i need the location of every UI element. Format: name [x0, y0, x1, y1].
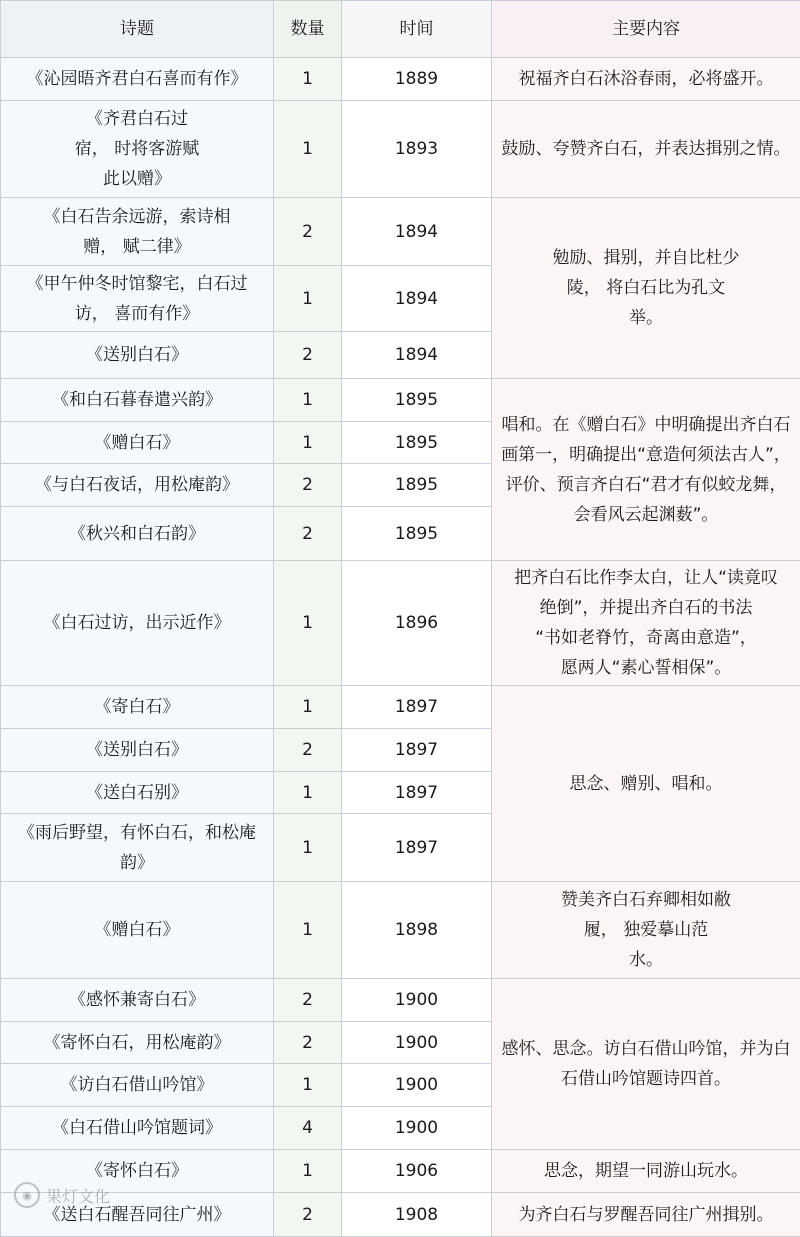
poem-title-line: 访， 喜而有作》 [7, 299, 267, 329]
poem-title-cell [1, 101, 274, 198]
content-summary-line: 祝福齐白石沐浴春雨，必将盛开。 [498, 64, 794, 94]
poem-year-cell: 1894 [342, 332, 492, 379]
poem-year-cell: 1900 [342, 979, 492, 1022]
watermark-text: 果灯文化 [46, 1184, 110, 1207]
poem-title-cell [1, 979, 274, 1022]
poem-title-cell [1, 422, 274, 464]
poem-year-cell: 1894 [342, 266, 492, 332]
poem-count-cell: 2 [274, 1193, 342, 1237]
content-summary-line: 画第一，明确提出“意造何须法古人”， [498, 440, 794, 470]
poem-count-cell: 1 [274, 422, 342, 464]
poem-title-line: 《寄白石》 [7, 692, 267, 722]
poem-title-line: 此以赠》 [7, 164, 267, 194]
content-summary-cell [492, 561, 800, 686]
content-summary-cell [492, 979, 800, 1150]
poem-count-cell: 2 [274, 1022, 342, 1064]
content-summary-line: 勉励、揖别，并自比杜少 [498, 243, 794, 273]
poem-title-cell [1, 814, 274, 882]
content-summary-line: 陵， 将白石比为孔文 [498, 273, 794, 303]
poem-title-cell [1, 772, 274, 814]
content-summary-line: 思念、赠别、唱和。 [498, 769, 794, 799]
header-count: 数量 [274, 1, 342, 58]
table-row [1, 1150, 800, 1193]
poem-title-line: 《甲午仲冬时馆黎宅，白石过 [7, 269, 267, 299]
poem-count-cell: 1 [274, 1150, 342, 1193]
table-row [1, 58, 800, 101]
poem-title-line: 赠， 赋二律》 [7, 232, 267, 262]
poem-count-cell: 1 [274, 379, 342, 422]
table-row [1, 101, 800, 198]
poem-title-line: 《赠白石》 [7, 428, 267, 458]
content-summary-cell [492, 198, 800, 379]
content-summary-line: 石借山吟馆题诗四首。 [498, 1064, 794, 1094]
content-summary-line: 感怀、思念。访白石借山吟馆，并为白 [498, 1034, 794, 1064]
content-summary-line: 唱和。在《赠白石》中明确提出齐白石 [498, 410, 794, 440]
poem-year-cell: 1897 [342, 729, 492, 772]
poem-count-cell: 1 [274, 814, 342, 882]
poem-count-cell: 2 [274, 464, 342, 507]
poem-year-cell: 1897 [342, 686, 492, 729]
poem-title-cell [1, 266, 274, 332]
poem-year-cell: 1897 [342, 772, 492, 814]
watermark-logo-icon: ◉ [14, 1182, 40, 1208]
poem-title-line: 《送白石醒吾同往广州》 [7, 1200, 267, 1230]
table-row [1, 1193, 800, 1237]
content-summary-line: 鼓励、夸赞齐白石，并表达揖别之情。 [498, 134, 794, 164]
poem-title-cell [1, 1022, 274, 1064]
poem-count-cell: 1 [274, 772, 342, 814]
poem-title-line: 《送别白石》 [7, 340, 267, 370]
table-row [1, 979, 800, 1022]
content-summary-cell [492, 101, 800, 198]
poem-title-line: 《感怀兼寄白石》 [7, 985, 267, 1015]
poem-title-cell [1, 882, 274, 979]
header-time: 时间 [342, 1, 492, 58]
poem-title-cell [1, 561, 274, 686]
poem-title-line: 《白石借山吟馆题词》 [7, 1113, 267, 1143]
poem-year-cell: 1898 [342, 882, 492, 979]
poem-title-cell [1, 686, 274, 729]
poem-title-cell [1, 1107, 274, 1150]
content-summary-cell [492, 686, 800, 882]
content-summary-line: 绝倒”，并提出齐白石的书法 [498, 593, 794, 623]
poem-count-cell: 2 [274, 198, 342, 266]
poem-count-cell: 4 [274, 1107, 342, 1150]
poem-year-cell: 1895 [342, 379, 492, 422]
poem-count-cell: 1 [274, 1064, 342, 1107]
poem-count-cell: 1 [274, 686, 342, 729]
poem-title-line: 《寄怀白石，用松庵韵》 [7, 1028, 267, 1058]
poem-title-line: 《与白石夜话，用松庵韵》 [7, 470, 267, 500]
poem-count-cell: 1 [274, 58, 342, 101]
poem-title-cell [1, 729, 274, 772]
poem-title-line: 宿， 时将客游赋 [7, 134, 267, 164]
poem-title-line: 韵》 [7, 848, 267, 878]
poem-title-line: 《访白石借山吟馆》 [7, 1070, 267, 1100]
poem-count-cell: 2 [274, 979, 342, 1022]
poem-year-cell: 1906 [342, 1150, 492, 1193]
poem-count-cell: 1 [274, 561, 342, 686]
poem-title-cell [1, 379, 274, 422]
header-row [1, 1, 800, 58]
content-summary-cell [492, 58, 800, 101]
poem-year-cell: 1900 [342, 1064, 492, 1107]
poem-year-cell: 1896 [342, 561, 492, 686]
poem-title-cell [1, 1193, 274, 1237]
content-summary-cell [492, 1193, 800, 1237]
table-row [1, 561, 800, 686]
header-title: 诗题 [1, 1, 274, 58]
poem-title-line: 《送白石别》 [7, 778, 267, 808]
poem-title-cell [1, 507, 274, 561]
poem-year-cell: 1889 [342, 58, 492, 101]
content-summary-line: 赞美齐白石弃卿相如敝 [498, 885, 794, 915]
poem-title-line: 《白石过访，出示近作》 [7, 608, 267, 638]
content-summary-line: 水。 [498, 945, 794, 975]
poem-title-line: 《和白石暮春遣兴韵》 [7, 385, 267, 415]
poem-year-cell: 1894 [342, 198, 492, 266]
content-summary-line: 为齐白石与罗醒吾同往广州揖别。 [498, 1200, 794, 1230]
poem-title-line: 《寄怀白石》 [7, 1156, 267, 1186]
poem-title-cell [1, 58, 274, 101]
poem-title-cell [1, 1150, 274, 1193]
poem-count-cell: 2 [274, 729, 342, 772]
poem-title-line: 《沁园晤齐君白石喜而有作》 [7, 64, 267, 94]
poem-year-cell: 1908 [342, 1193, 492, 1237]
content-summary-line: “书如老脊竹，奇离由意造”， [498, 623, 794, 653]
poem-year-cell: 1895 [342, 422, 492, 464]
content-summary-line: 举。 [498, 303, 794, 333]
table-row [1, 379, 800, 422]
table-row [1, 882, 800, 979]
table-row [1, 686, 800, 729]
poem-year-cell: 1897 [342, 814, 492, 882]
table-row [1, 198, 800, 266]
content-summary-line: 把齐白石比作李太白，让人“读竟叹 [498, 563, 794, 593]
poem-title-line: 《雨后野望，有怀白石，和松庵 [7, 818, 267, 848]
header-content: 主要内容 [492, 1, 800, 58]
poem-title-line: 《秋兴和白石韵》 [7, 519, 267, 549]
poem-count-cell: 1 [274, 882, 342, 979]
poem-count-cell: 1 [274, 101, 342, 198]
content-summary-line: 思念，期望一同游山玩水。 [498, 1156, 794, 1186]
poem-year-cell: 1900 [342, 1022, 492, 1064]
content-summary-line: 履， 独爱摹山范 [498, 915, 794, 945]
poem-count-cell: 2 [274, 332, 342, 379]
content-summary-cell [492, 882, 800, 979]
poem-title-cell [1, 198, 274, 266]
poem-title-line: 《白石告余远游，索诗相 [7, 202, 267, 232]
poem-title-cell [1, 1064, 274, 1107]
poem-year-cell: 1900 [342, 1107, 492, 1150]
poem-title-line: 《赠白石》 [7, 915, 267, 945]
content-summary-cell [492, 379, 800, 561]
poem-year-cell: 1895 [342, 464, 492, 507]
content-summary-line: 会看风云起渊薮”。 [498, 500, 794, 530]
table-body [1, 58, 800, 1237]
poem-year-cell: 1895 [342, 507, 492, 561]
poem-title-cell [1, 332, 274, 379]
poem-count-cell: 1 [274, 266, 342, 332]
poem-title-line: 《送别白石》 [7, 735, 267, 765]
poem-year-cell: 1893 [342, 101, 492, 198]
content-summary-cell [492, 1150, 800, 1193]
poem-title-line: 《齐君白石过 [7, 104, 267, 134]
content-summary-line: 评价、预言齐白石“君才有似蛟龙舞， [498, 470, 794, 500]
content-summary-line: 愿两人“素心誓相保”。 [498, 653, 794, 683]
poem-count-cell: 2 [274, 507, 342, 561]
poem-title-cell [1, 464, 274, 507]
